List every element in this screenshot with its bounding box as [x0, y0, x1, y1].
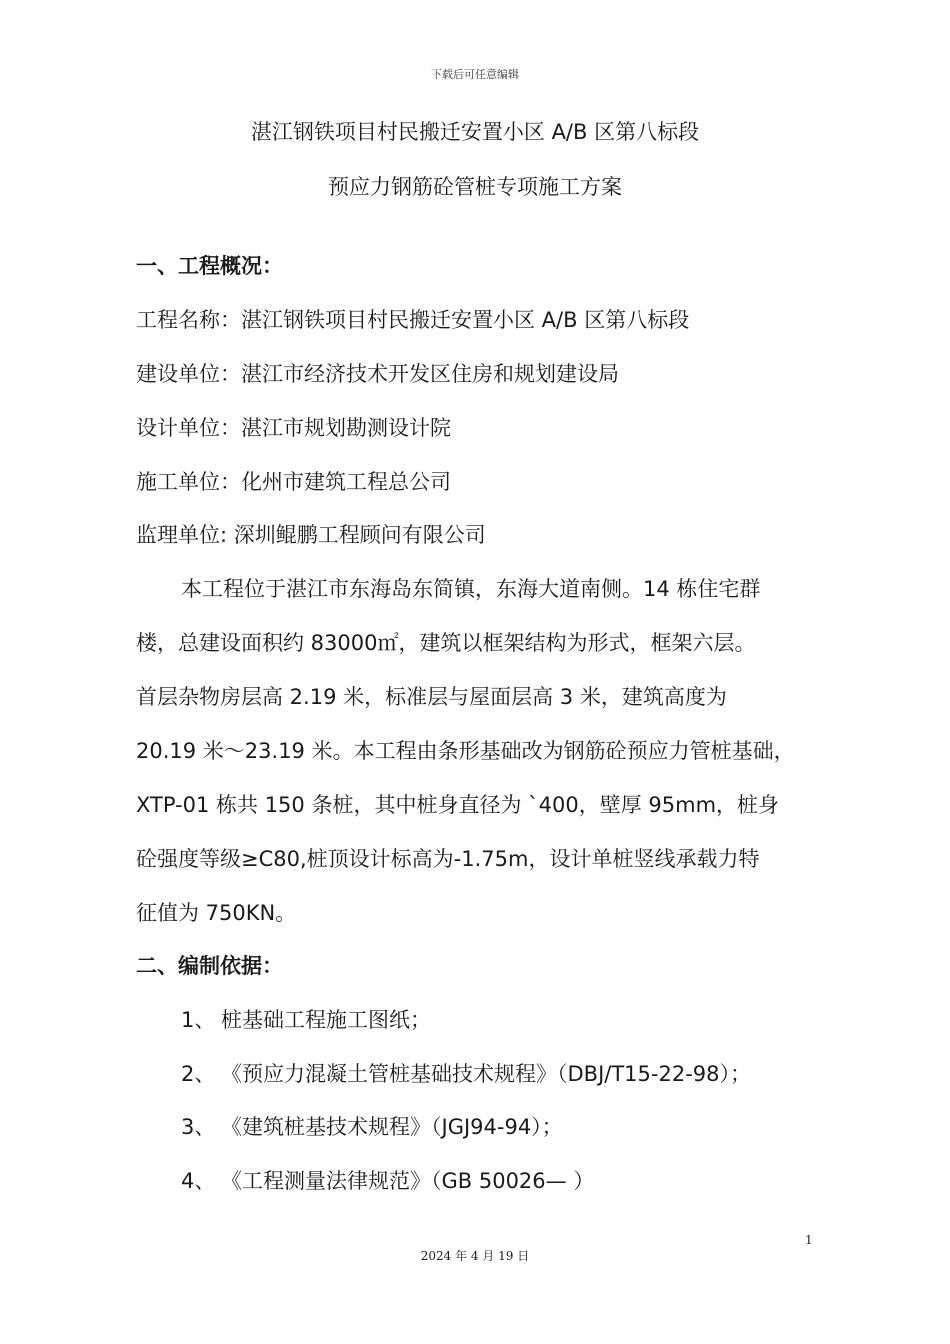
reference-text: 《建筑桩基技术规程》（JGJ94-94）；	[221, 1115, 563, 1139]
document-title-line-2: 预应力钢筋砼管桩专项施工方案	[328, 175, 622, 199]
paragraph-line: 20.19 米～23.19 米。本工程由条形基础改为钢筋砼预应力管桩基础，	[136, 739, 795, 763]
reference-text: 《预应力混凝土管桩基础技术规程》（DBJ/T15-22-98）；	[221, 1062, 751, 1086]
paragraph-line: 首层杂物房层高 2.19 米，标准层与屋面层高 3 米，建筑高度为	[136, 685, 727, 709]
document-title-line-1: 湛江钢铁项目村民搬迁安置小区 A/B 区第八标段	[250, 120, 700, 144]
section-heading-overview: 一、工程概况：	[136, 254, 283, 278]
reference-number: 2、	[181, 1062, 216, 1086]
paragraph-line: 楼，总建设面积约 83000㎡，建筑以框架结构为形式，框架六层。	[136, 631, 756, 655]
field-value: 湛江市规划勘测设计院	[241, 416, 451, 440]
field-contractor	[136, 467, 451, 497]
field-project-name	[136, 305, 689, 335]
reference-text: 桩基础工程施工图纸；	[221, 1008, 431, 1032]
field-value: 化州市建筑工程总公司	[241, 470, 451, 494]
page-date: 2024 年 4 月 19 日	[420, 1249, 530, 1263]
field-value: 深圳鲲鹏工程顾问有限公司	[233, 523, 486, 547]
section-heading-basis: 二、编制依据：	[136, 954, 283, 978]
reference-item	[181, 1005, 431, 1035]
paragraph-line: 征值为 750KN。	[136, 901, 297, 925]
field-value: 湛江钢铁项目村民搬迁安置小区 A/B 区第八标段	[241, 308, 690, 332]
field-supervisor	[136, 520, 486, 550]
field-owner	[136, 359, 619, 389]
reference-text: 《工程测量法律规范》（GB 50026— ）	[221, 1169, 595, 1193]
reference-number: 4、	[181, 1169, 216, 1193]
paragraph-line: XTP-01 栋共 150 条桩，其中桩身直径为 ˋ400，壁厚 95mm，桩身	[136, 793, 780, 817]
field-label: 建设单位：	[136, 362, 241, 386]
reference-number: 3、	[181, 1115, 216, 1139]
field-label: 设计单位：	[136, 416, 241, 440]
field-label: 工程名称：	[136, 308, 241, 332]
page-number: 1	[805, 1233, 813, 1247]
field-label: 监理单位:	[136, 523, 234, 547]
page-header: 下载后可任意编辑	[431, 68, 519, 81]
reference-item	[181, 1112, 563, 1142]
paragraph-line: 本工程位于湛江市东海岛东简镇，东海大道南侧。14 栋住宅群	[181, 577, 761, 601]
field-value: 湛江市经济技术开发区住房和规划建设局	[241, 362, 619, 386]
field-label: 施工单位：	[136, 470, 241, 494]
paragraph-line: 砼强度等级≥C80,桩顶设计标高为-1.75m，设计单桩竖线承载力特	[136, 847, 760, 871]
reference-item	[181, 1059, 751, 1089]
field-designer	[136, 413, 451, 443]
reference-number: 1、	[181, 1008, 216, 1032]
reference-item	[181, 1166, 594, 1196]
